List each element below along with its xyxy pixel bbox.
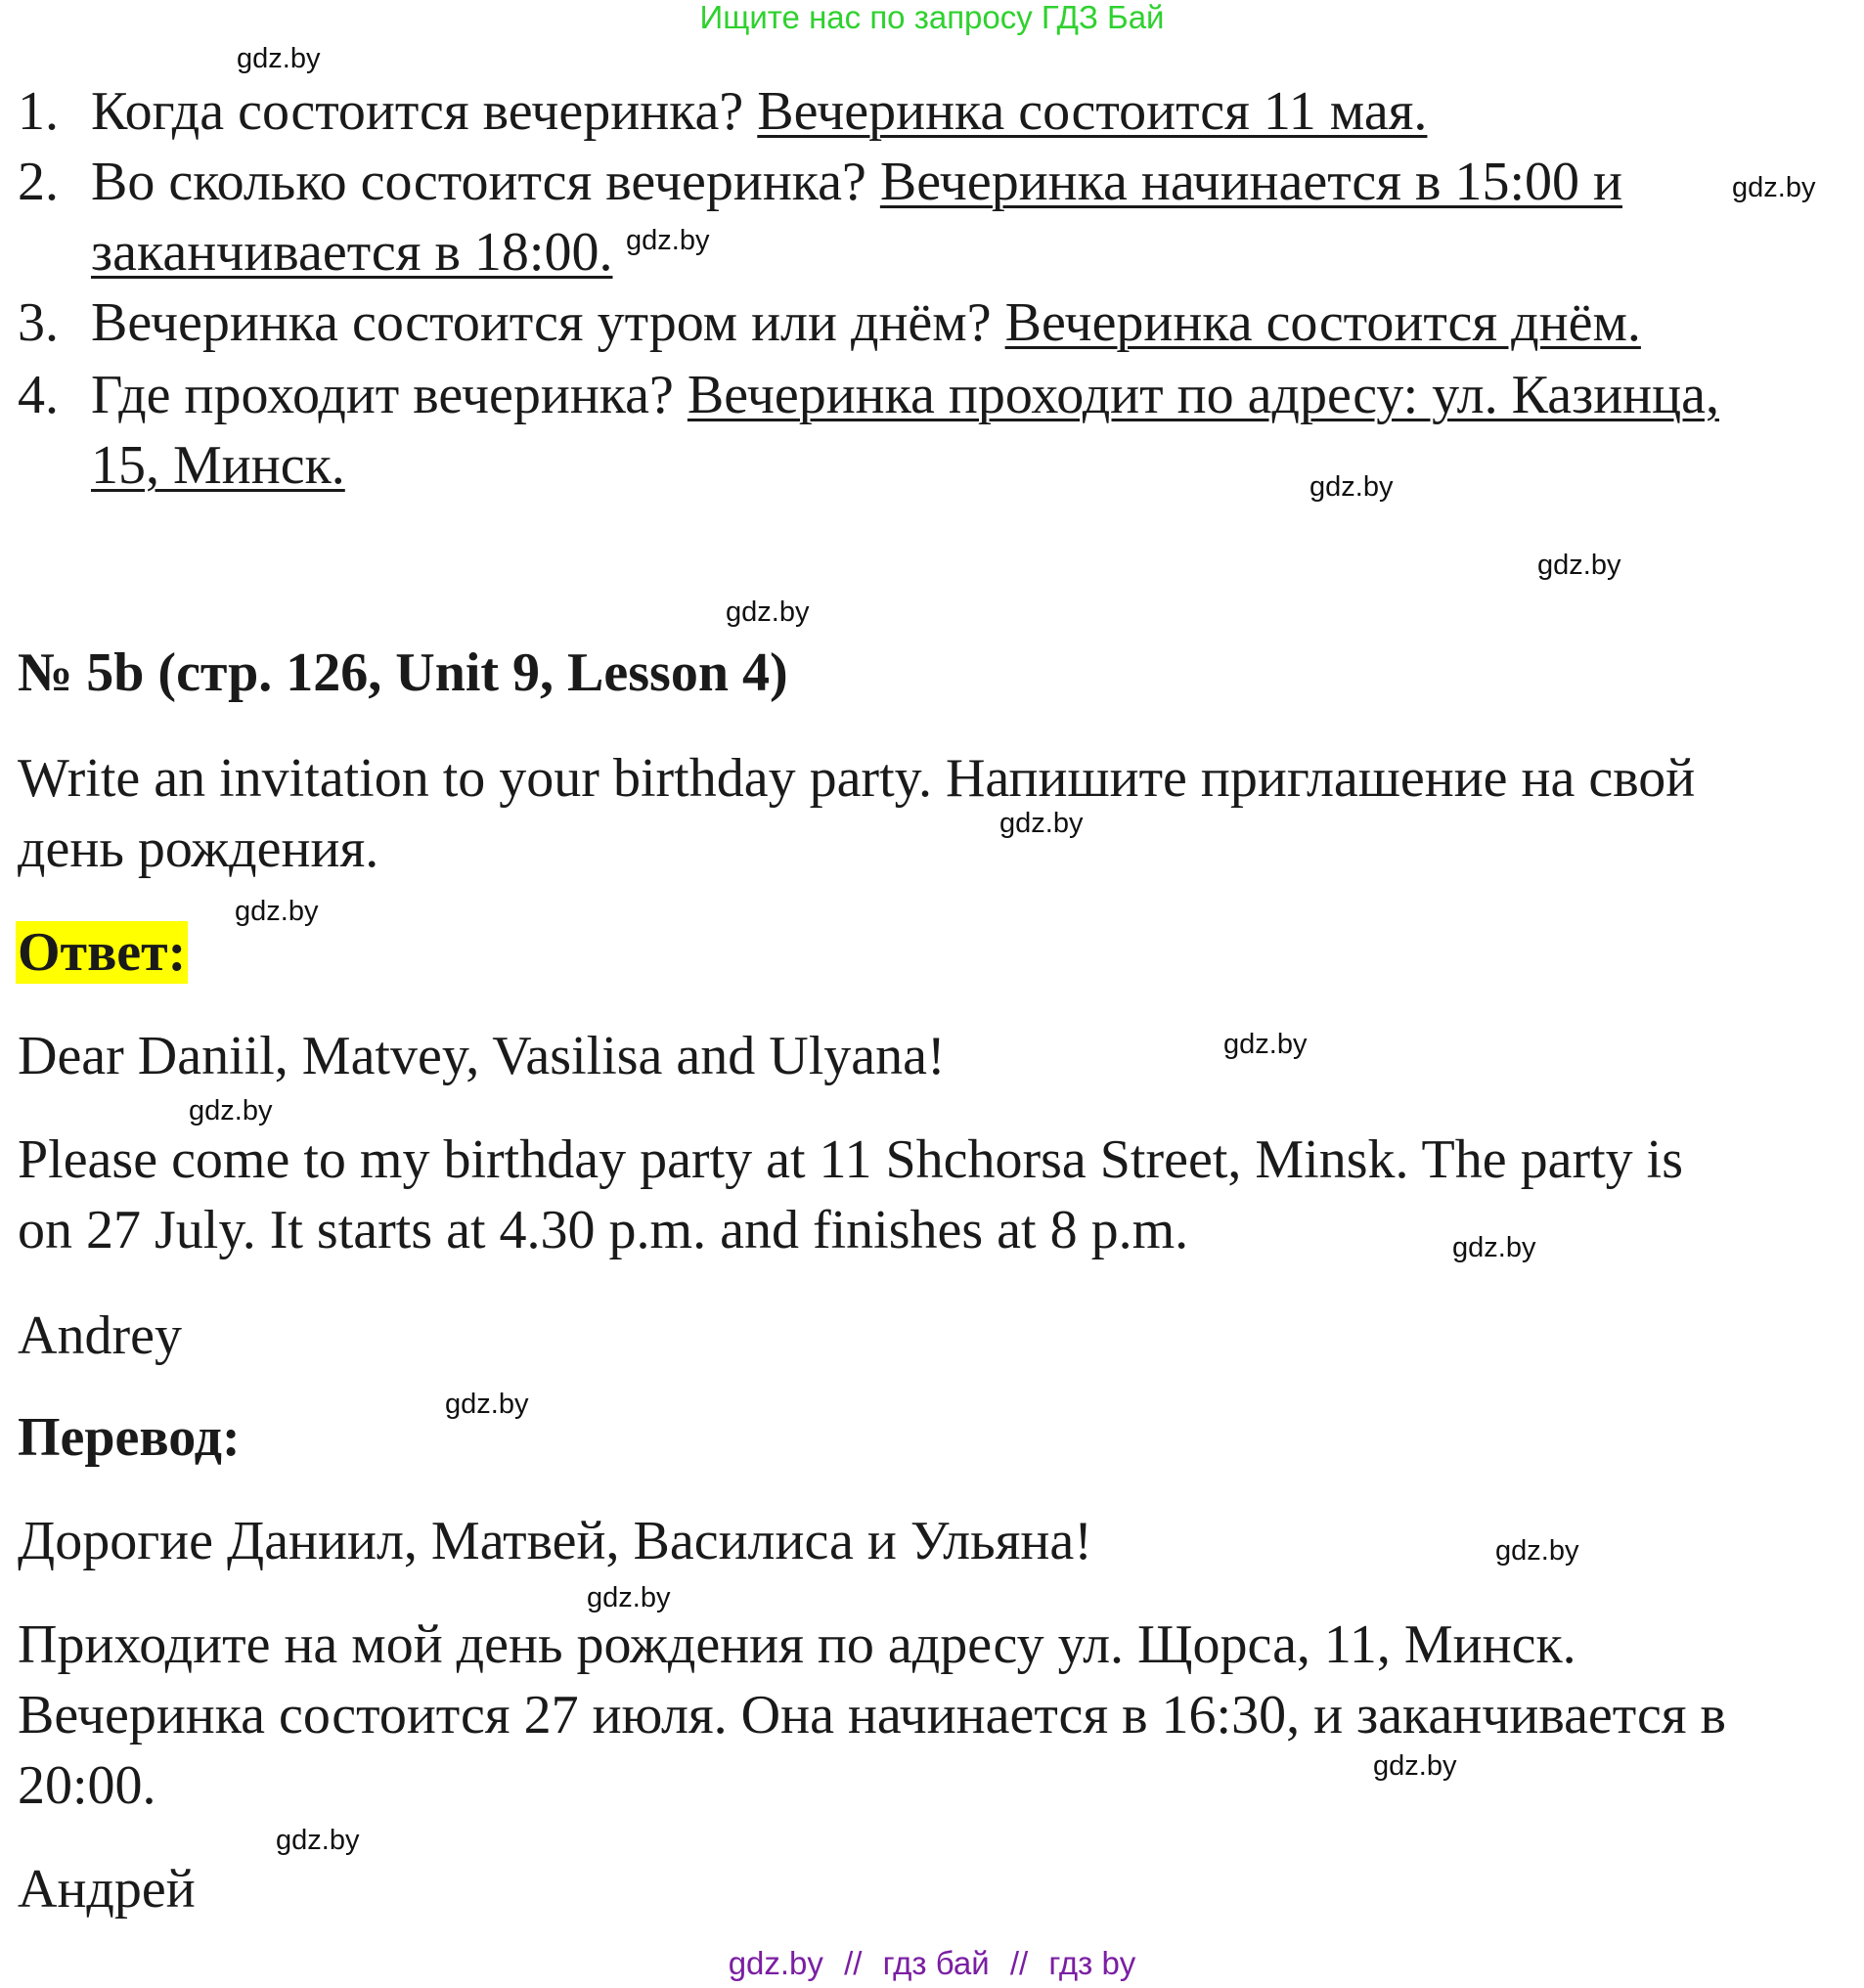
watermark: gdz.by	[1452, 1232, 1536, 1263]
watermark: gdz.by	[1732, 172, 1816, 203]
translation-body: Приходите на мой день рождения по адресу ул. Щорса, 11, Минск.	[18, 1614, 1576, 1675]
answer-text: Вечеринка проходит по адресу: ул. Казинца,	[687, 365, 1719, 425]
translation-body-end: 20:00.	[18, 1755, 156, 1816]
footer-separator: //	[844, 1945, 863, 1981]
answer-label: Ответ:	[18, 922, 187, 983]
translation-greeting: Дорогие Даниил, Матвей, Василиса и Ульяна!	[18, 1511, 1092, 1571]
watermark: gdz.by	[1373, 1750, 1457, 1782]
invitation-body-continued: on 27 July. It starts at 4.30 p.m. and finishes at 8 p.m.	[18, 1200, 1189, 1260]
list-item-text-continued	[91, 434, 345, 497]
list-item	[18, 364, 59, 426]
translation-body-continued: Вечеринка состоится 27 июля. Она начинается в 16:30, и заканчивается в	[18, 1685, 1726, 1745]
list-item	[18, 291, 59, 354]
list-item	[18, 151, 59, 213]
answer-text-continued: 15, Минск.	[91, 435, 345, 496]
list-number: 2.	[18, 152, 59, 212]
translation-signature: Андрей	[18, 1859, 196, 1920]
task-instruction-continued: день рождения.	[18, 818, 379, 879]
footer-links	[0, 1946, 1864, 1981]
question-text: Во сколько состоится вечеринка?	[91, 152, 866, 212]
footer-link-gdz-bai[interactable]: гдз бай	[882, 1945, 990, 1981]
list-item-text	[91, 151, 1622, 213]
list-item-text	[91, 80, 1427, 143]
question-text: Когда состоится вечеринка?	[91, 81, 744, 142]
invitation-body: Please come to my birthday party at 11 Shchorsa Street, Minsk. The party is	[18, 1129, 1683, 1190]
list-item-text	[91, 364, 1719, 426]
task-instruction: Write an invitation to your birthday party. Напишите приглашение на свой	[18, 748, 1696, 809]
question-text: Вечеринка состоится утром или днём?	[91, 292, 992, 353]
watermark: gdz.by	[726, 596, 810, 628]
watermark: gdz.by	[235, 896, 319, 927]
footer-link-gdz-by-cyr[interactable]: гдз by	[1048, 1945, 1136, 1981]
question-text: Где проходит вечеринка?	[91, 365, 674, 425]
footer-separator: //	[1009, 1945, 1029, 1981]
answer-text: Вечеринка начинается в 15:00 и	[879, 152, 1622, 212]
list-number: 3.	[18, 292, 59, 353]
list-item-text	[91, 291, 1641, 354]
list-item-text-continued	[91, 221, 612, 284]
invitation-signature: Andrey	[18, 1305, 182, 1366]
watermark: gdz.by	[626, 225, 710, 256]
watermark: gdz.by	[1223, 1029, 1308, 1060]
list-number: 1.	[18, 81, 59, 142]
answer-text-continued: заканчивается в 18:00.	[91, 222, 613, 283]
footer-link-gdz-by[interactable]: gdz.by	[728, 1945, 823, 1981]
watermark: gdz.by	[999, 808, 1084, 839]
translation-label: Перевод:	[18, 1407, 241, 1468]
watermark: gdz.by	[445, 1389, 529, 1420]
watermark: gdz.by	[1495, 1535, 1579, 1567]
watermark: gdz.by	[1537, 550, 1621, 581]
invitation-greeting: Dear Daniil, Matvey, Vasilisa and Ulyana!	[18, 1026, 946, 1086]
watermark: gdz.by	[189, 1095, 273, 1127]
watermark: gdz.by	[587, 1582, 671, 1613]
task-heading: № 5b (стр. 126, Unit 9, Lesson 4)	[18, 642, 788, 703]
answer-text: Вечеринка состоится 11 мая.	[757, 81, 1428, 142]
list-number: 4.	[18, 365, 59, 425]
search-us-banner: Ищите нас по запросу ГДЗ Бай	[699, 0, 1165, 35]
watermark: gdz.by	[276, 1825, 360, 1856]
watermark: gdz.by	[1309, 471, 1394, 503]
answer-text: Вечеринка состоится днём.	[1004, 292, 1641, 353]
watermark: gdz.by	[237, 43, 321, 74]
list-item	[18, 80, 59, 143]
